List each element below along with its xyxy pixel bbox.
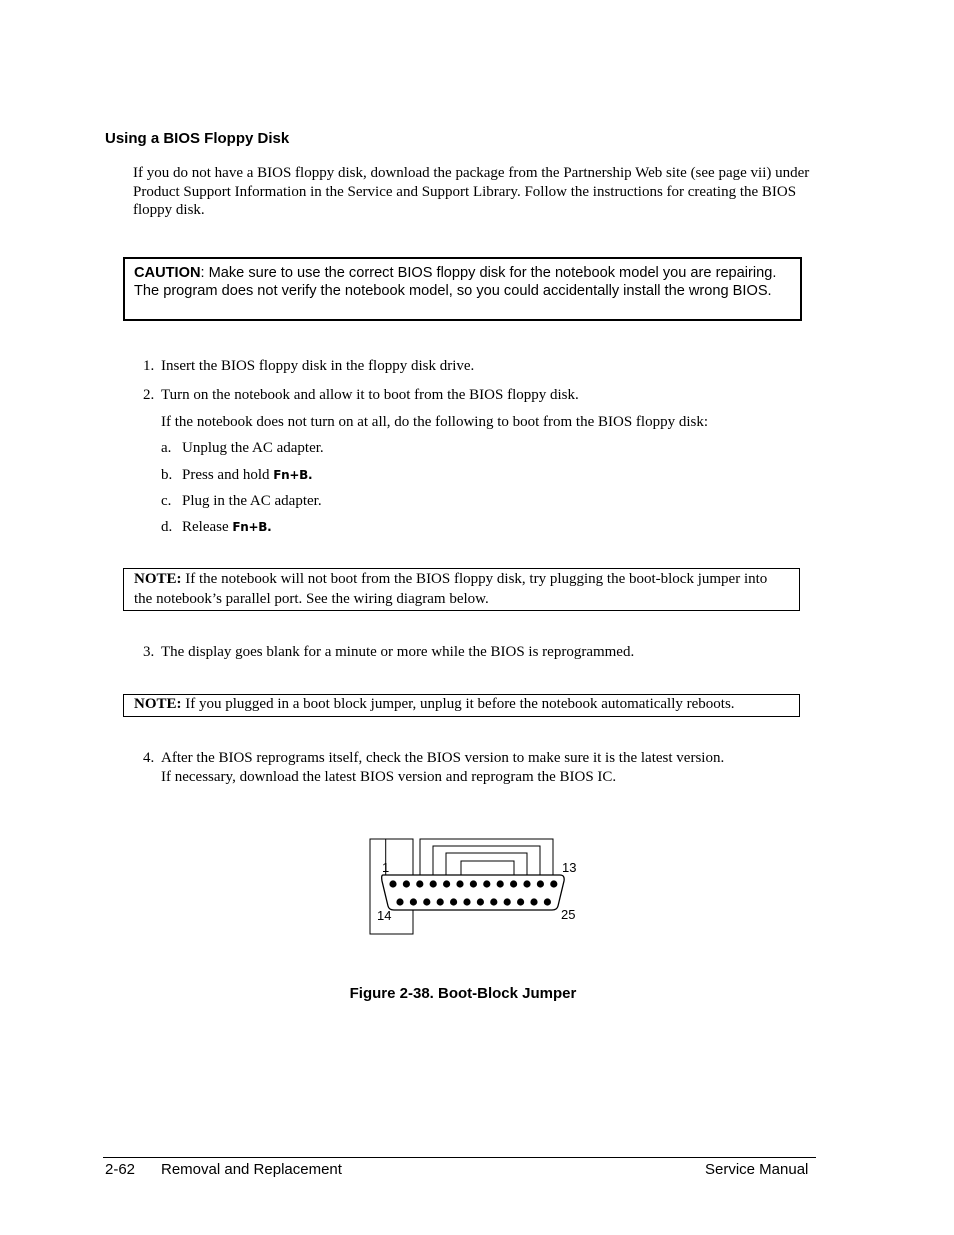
- note-label: NOTE:: [134, 571, 182, 587]
- figure-caption: Figure 2-38. Boot-Block Jumper: [349, 985, 577, 1002]
- connector-pin-7: [470, 880, 477, 887]
- connector-pin-4: [430, 880, 437, 887]
- connector-pin-9: [497, 880, 504, 887]
- connector-pin-10: [510, 880, 517, 887]
- pin-label-1: 1: [382, 860, 390, 875]
- pin-label-14: 14: [377, 908, 392, 923]
- step-number: 1.: [143, 358, 155, 374]
- connector-pin-16: [423, 898, 430, 905]
- connector-pin-15: [410, 898, 417, 905]
- step-text-continued: If necessary, download the latest BIOS version and reprogram the BIOS IC.: [161, 769, 617, 785]
- substep-text: Unplug the AC adapter.: [182, 440, 324, 456]
- step-number: 4.: [143, 750, 155, 766]
- step-detail: If the notebook does not turn on at all, do the following to boot from the BIOS floppy disk:: [161, 414, 709, 430]
- connector-pin-18: [450, 898, 457, 905]
- substep-letter: d.: [161, 519, 173, 535]
- connector-pin-12: [537, 880, 544, 887]
- pin-label-25: 25: [561, 907, 576, 922]
- caution-box: [123, 257, 802, 321]
- key-combo: Fn+B.: [232, 520, 272, 534]
- connector-pin-19: [463, 898, 470, 905]
- list-item: [143, 749, 803, 789]
- note-label: NOTE:: [134, 696, 182, 712]
- substep-text: Release Fn+B.: [182, 519, 272, 535]
- connector-pin-8: [483, 880, 490, 887]
- caution-text: : Make sure to use the correct BIOS floppy disk for the notebook model you are repairing. The program does not verify the notebook model, so you could accidentally install the wrong BIOS.: [134, 265, 777, 299]
- connector-pin-13: [550, 880, 557, 887]
- note-box: [123, 694, 800, 717]
- connector-pin-11: [523, 880, 530, 887]
- db25-connector-shell: [382, 875, 565, 910]
- connector-pin-2: [403, 880, 410, 887]
- footer-section-title: Removal and Replacement: [161, 1161, 342, 1178]
- list-item: [161, 467, 761, 486]
- connector-pin-20: [477, 898, 484, 905]
- substep-letter: a.: [161, 440, 172, 456]
- connector-pin-24: [530, 898, 537, 905]
- connector-pin-14: [396, 898, 403, 905]
- connector-pin-22: [504, 898, 511, 905]
- connector-pin-1: [389, 880, 396, 887]
- substep-letter: b.: [161, 467, 173, 483]
- step-text: Insert the BIOS floppy disk in the floppy disk drive.: [161, 358, 475, 374]
- list-item: [143, 357, 803, 376]
- connector-pin-3: [416, 880, 423, 887]
- footer-page-number: 2-62: [105, 1161, 136, 1178]
- connector-pin-25: [544, 898, 551, 905]
- connector-pin-21: [490, 898, 497, 905]
- connector-pin-5: [443, 880, 450, 887]
- note-box: [123, 568, 800, 611]
- step-number: 2.: [143, 387, 155, 403]
- note-text: If you plugged in a boot block jumper, unplug it before the notebook automatically reboots.: [181, 696, 735, 712]
- substep-letter: c.: [161, 493, 172, 509]
- list-item: [161, 440, 761, 459]
- list-item: [143, 643, 803, 662]
- list-item: [143, 386, 803, 405]
- connector-pin-17: [437, 898, 444, 905]
- intro-paragraph: If you do not have a BIOS floppy disk, download the package from the Partnership Web site (see page vii) under Product Support Information in the Service and Support Library. Follow the instructions for creating the BIOS floppy disk.: [133, 165, 810, 218]
- step-text: After the BIOS reprograms itself, check the BIOS version to make sure it is the latest version.: [161, 750, 725, 766]
- key-combo: Fn+B.: [273, 468, 313, 482]
- pin-label-13: 13: [562, 860, 577, 875]
- list-item: [161, 519, 761, 538]
- section-heading: Using a BIOS Floppy Disk: [105, 130, 290, 147]
- step-number: 3.: [143, 644, 155, 660]
- substep-text: Press and hold Fn+B.: [182, 467, 313, 483]
- list-item: [161, 493, 761, 512]
- step-text: Turn on the notebook and allow it to boot from the BIOS floppy disk.: [161, 387, 579, 403]
- footer-manual-title: Service Manual: [705, 1161, 809, 1178]
- step-text: The display goes blank for a minute or more while the BIOS is reprogrammed.: [161, 644, 635, 660]
- caution-label: CAUTION: [134, 265, 201, 281]
- note-text: If the notebook will not boot from the BIOS floppy disk, try plugging the boot-block jumper into the notebook’s parallel port. See the wiring diagram below.: [134, 571, 768, 607]
- substep-text: Plug in the AC adapter.: [182, 493, 322, 509]
- boot-block-jumper-diagram: [360, 830, 590, 942]
- connector-pin-6: [456, 880, 463, 887]
- footer-rule: [103, 1157, 816, 1158]
- connector-pin-23: [517, 898, 524, 905]
